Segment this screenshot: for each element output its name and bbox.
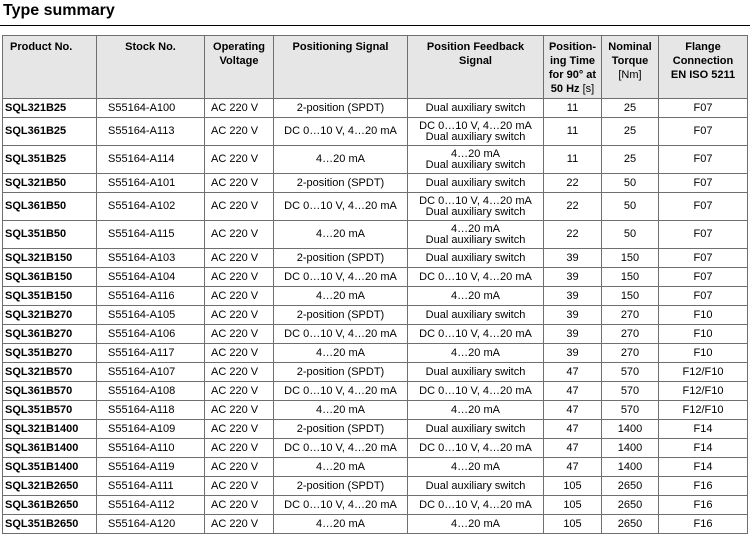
- positioning-time-cell: 47: [544, 458, 602, 477]
- stock-no-cell: S55164-A113: [97, 118, 205, 146]
- stock-no-cell: S55164-A118: [97, 401, 205, 420]
- nominal-torque-cell: 150: [602, 287, 659, 306]
- positioning-signal-cell: 4…20 mA: [274, 401, 408, 420]
- position-feedback-cell: [408, 287, 544, 306]
- positioning-time-cell: 47: [544, 382, 602, 401]
- positioning-signal-cell: 4…20 mA: [274, 515, 408, 534]
- stock-no-cell: S55164-A112: [97, 496, 205, 515]
- feedback-line: Dual auxiliary switch: [425, 479, 526, 492]
- operating-voltage-cell: AC 220 V: [205, 496, 274, 515]
- positioning-signal-cell: DC 0…10 V, 4…20 mA: [274, 382, 408, 401]
- product-no-cell: SQL321B150: [3, 249, 97, 268]
- nominal-torque-cell: 25: [602, 99, 659, 118]
- nominal-torque-cell: 2650: [602, 515, 659, 534]
- flange-connection-cell: F10: [659, 306, 748, 325]
- header-torque-line: Torque: [611, 55, 649, 67]
- position-feedback-cell: [408, 496, 544, 515]
- position-feedback-cell: [408, 99, 544, 118]
- feedback-line: Dual auxiliary switch: [425, 101, 526, 114]
- flange-connection-cell: F16: [659, 496, 748, 515]
- positioning-time-cell: 39: [544, 306, 602, 325]
- operating-voltage-cell: AC 220 V: [205, 99, 274, 118]
- operating-voltage-cell: AC 220 V: [205, 249, 274, 268]
- type-summary-table: [2, 35, 748, 534]
- positioning-time-cell: 105: [544, 515, 602, 534]
- position-feedback-cell: [408, 268, 544, 287]
- header-flange-line: Connection: [672, 55, 734, 67]
- position-feedback-cell: [408, 193, 544, 221]
- positioning-time-cell: 39: [544, 325, 602, 344]
- flange-connection-cell: F07: [659, 249, 748, 268]
- table-row: [3, 420, 748, 439]
- flange-connection-cell: F12/F10: [659, 401, 748, 420]
- feedback-line: DC 0…10 V, 4…20 mA: [419, 194, 532, 207]
- feedback-line: 4…20 mA: [451, 460, 500, 473]
- feedback-line: DC 0…10 V, 4…20 mA: [419, 119, 532, 132]
- nominal-torque-cell: 25: [602, 118, 659, 146]
- header-operating-voltage: [205, 36, 274, 99]
- table-row: [3, 515, 748, 534]
- feedback-line: DC 0…10 V, 4…20 mA: [419, 384, 532, 397]
- header-time-label: 50 Hz: [550, 83, 580, 95]
- product-no-cell: SQL361B1400: [3, 439, 97, 458]
- flange-connection-cell: F07: [659, 268, 748, 287]
- product-no-cell: SQL351B270: [3, 344, 97, 363]
- product-no-cell: SQL361B270: [3, 325, 97, 344]
- position-feedback-cell: [408, 174, 544, 193]
- operating-voltage-cell: AC 220 V: [205, 118, 274, 146]
- table-row: [3, 174, 748, 193]
- stock-no-cell: S55164-A102: [97, 193, 205, 221]
- positioning-signal-cell: 2-position (SPDT): [274, 174, 408, 193]
- feedback-line: 4…20 mA: [451, 289, 500, 302]
- nominal-torque-cell: 270: [602, 344, 659, 363]
- header-row: [3, 36, 748, 99]
- positioning-signal-cell: 2-position (SPDT): [274, 99, 408, 118]
- positioning-signal-cell: 2-position (SPDT): [274, 363, 408, 382]
- table-row: [3, 268, 748, 287]
- stock-no-cell: S55164-A105: [97, 306, 205, 325]
- flange-connection-cell: F14: [659, 439, 748, 458]
- position-feedback-cell: [408, 325, 544, 344]
- nominal-torque-cell: 150: [602, 268, 659, 287]
- feedback-line: Dual auxiliary switch: [425, 158, 526, 171]
- feedback-line: Dual auxiliary switch: [425, 365, 526, 378]
- product-no-cell: SQL351B50: [3, 221, 97, 249]
- header-flange-line: Flange: [685, 41, 721, 53]
- stock-no-cell: S55164-A106: [97, 325, 205, 344]
- flange-connection-cell: F07: [659, 287, 748, 306]
- feedback-line: Dual auxiliary switch: [425, 308, 526, 321]
- positioning-signal-cell: 4…20 mA: [274, 458, 408, 477]
- stock-no-cell: S55164-A103: [97, 249, 205, 268]
- table-row: [3, 118, 748, 146]
- product-no-cell: SQL351B25: [3, 146, 97, 174]
- product-no-cell: SQL321B1400: [3, 420, 97, 439]
- table-row: [3, 458, 748, 477]
- position-feedback-cell: [408, 249, 544, 268]
- feedback-line: 4…20 mA: [451, 346, 500, 359]
- position-feedback-cell: [408, 344, 544, 363]
- positioning-time-cell: 39: [544, 268, 602, 287]
- table-row: [3, 99, 748, 118]
- product-no-cell: SQL361B25: [3, 118, 97, 146]
- position-feedback-cell: [408, 363, 544, 382]
- stock-no-cell: S55164-A116: [97, 287, 205, 306]
- flange-connection-cell: F07: [659, 193, 748, 221]
- header-flange-connection: [659, 36, 748, 99]
- header-time-line: ing Time: [549, 55, 596, 67]
- feedback-line: 4…20 mA: [451, 403, 500, 416]
- flange-connection-cell: F16: [659, 477, 748, 496]
- page-title: Type summary: [3, 2, 115, 19]
- positioning-time-cell: 11: [544, 99, 602, 118]
- nominal-torque-cell: 1400: [602, 458, 659, 477]
- positioning-time-cell: 105: [544, 477, 602, 496]
- positioning-signal-cell: 4…20 mA: [274, 344, 408, 363]
- operating-voltage-cell: AC 220 V: [205, 420, 274, 439]
- stock-no-cell: S55164-A101: [97, 174, 205, 193]
- table-row: [3, 306, 748, 325]
- feedback-line: DC 0…10 V, 4…20 mA: [419, 498, 532, 511]
- positioning-signal-cell: DC 0…10 V, 4…20 mA: [274, 439, 408, 458]
- feedback-line: 4…20 mA: [451, 222, 500, 235]
- table-row: [3, 287, 748, 306]
- operating-voltage-cell: AC 220 V: [205, 477, 274, 496]
- product-no-cell: SQL321B570: [3, 363, 97, 382]
- positioning-signal-cell: 2-position (SPDT): [274, 420, 408, 439]
- nominal-torque-cell: 50: [602, 193, 659, 221]
- feedback-line: DC 0…10 V, 4…20 mA: [419, 327, 532, 340]
- stock-no-cell: S55164-A117: [97, 344, 205, 363]
- positioning-time-cell: 11: [544, 118, 602, 146]
- positioning-time-cell: 39: [544, 344, 602, 363]
- positioning-time-cell: 39: [544, 287, 602, 306]
- nominal-torque-cell: 270: [602, 325, 659, 344]
- feedback-line: 4…20 mA: [451, 147, 500, 160]
- flange-connection-cell: F12/F10: [659, 363, 748, 382]
- flange-connection-cell: F10: [659, 344, 748, 363]
- table-row: [3, 496, 748, 515]
- header-flange-line: EN ISO 5211: [670, 69, 736, 81]
- positioning-signal-cell: 4…20 mA: [274, 287, 408, 306]
- nominal-torque-cell: 1400: [602, 439, 659, 458]
- feedback-line: Dual auxiliary switch: [425, 251, 526, 264]
- positioning-signal-cell: 2-position (SPDT): [274, 249, 408, 268]
- stock-no-cell: S55164-A107: [97, 363, 205, 382]
- table-row: [3, 344, 748, 363]
- stock-no-cell: S55164-A109: [97, 420, 205, 439]
- nominal-torque-cell: 50: [602, 221, 659, 249]
- product-no-cell: SQL321B25: [3, 99, 97, 118]
- operating-voltage-cell: AC 220 V: [205, 363, 274, 382]
- nominal-torque-cell: 25: [602, 146, 659, 174]
- stock-no-cell: S55164-A110: [97, 439, 205, 458]
- header-positioning-time: [544, 36, 602, 99]
- positioning-signal-cell: DC 0…10 V, 4…20 mA: [274, 268, 408, 287]
- flange-connection-cell: F07: [659, 174, 748, 193]
- feedback-line: Dual auxiliary switch: [425, 130, 526, 143]
- positioning-time-cell: 105: [544, 496, 602, 515]
- operating-voltage-cell: AC 220 V: [205, 287, 274, 306]
- feedback-line: Dual auxiliary switch: [425, 205, 526, 218]
- positioning-signal-cell: DC 0…10 V, 4…20 mA: [274, 193, 408, 221]
- feedback-line: DC 0…10 V, 4…20 mA: [419, 441, 532, 454]
- table-row: [3, 325, 748, 344]
- position-feedback-cell: [408, 439, 544, 458]
- header-time-line: [546, 82, 599, 96]
- table-row: [3, 382, 748, 401]
- stock-no-cell: S55164-A114: [97, 146, 205, 174]
- product-no-cell: SQL361B50: [3, 193, 97, 221]
- header-nominal-torque: [602, 36, 659, 99]
- product-no-cell: SQL351B1400: [3, 458, 97, 477]
- product-no-cell: SQL351B570: [3, 401, 97, 420]
- position-feedback-cell: [408, 118, 544, 146]
- positioning-time-cell: 11: [544, 146, 602, 174]
- positioning-signal-cell: 4…20 mA: [274, 146, 408, 174]
- position-feedback-cell: [408, 401, 544, 420]
- positioning-time-cell: 39: [544, 249, 602, 268]
- nominal-torque-cell: 150: [602, 249, 659, 268]
- operating-voltage-cell: AC 220 V: [205, 325, 274, 344]
- operating-voltage-cell: AC 220 V: [205, 193, 274, 221]
- header-torque-line: Nominal: [608, 41, 652, 53]
- operating-voltage-cell: AC 220 V: [205, 401, 274, 420]
- table-row: [3, 363, 748, 382]
- nominal-torque-cell: 570: [602, 401, 659, 420]
- feedback-line: 4…20 mA: [451, 517, 500, 530]
- table-row: [3, 401, 748, 420]
- header-voltage-line: Voltage: [219, 55, 259, 67]
- positioning-time-cell: 47: [544, 401, 602, 420]
- positioning-time-cell: 47: [544, 439, 602, 458]
- header-positioning-signal: Positioning Signal: [274, 36, 408, 99]
- header-voltage-line: Operating: [213, 41, 265, 53]
- flange-connection-cell: F07: [659, 221, 748, 249]
- positioning-signal-cell: DC 0…10 V, 4…20 mA: [274, 496, 408, 515]
- operating-voltage-cell: AC 220 V: [205, 344, 274, 363]
- operating-voltage-cell: AC 220 V: [205, 146, 274, 174]
- table-row: [3, 439, 748, 458]
- product-no-cell: SQL361B2650: [3, 496, 97, 515]
- flange-connection-cell: F14: [659, 458, 748, 477]
- header-time-line: for 90° at: [548, 69, 597, 81]
- header-time-unit: [s]: [582, 83, 595, 95]
- position-feedback-cell: [408, 515, 544, 534]
- position-feedback-cell: [408, 221, 544, 249]
- operating-voltage-cell: AC 220 V: [205, 268, 274, 287]
- header-stock-no: Stock No.: [97, 36, 205, 99]
- positioning-signal-cell: 2-position (SPDT): [274, 306, 408, 325]
- feedback-line: Dual auxiliary switch: [425, 422, 526, 435]
- feedback-line: Dual auxiliary switch: [425, 233, 526, 246]
- feedback-line: DC 0…10 V, 4…20 mA: [419, 270, 532, 283]
- operating-voltage-cell: AC 220 V: [205, 174, 274, 193]
- positioning-signal-cell: 4…20 mA: [274, 221, 408, 249]
- stock-no-cell: S55164-A115: [97, 221, 205, 249]
- position-feedback-cell: [408, 146, 544, 174]
- header-feedback-line: Position Feedback: [426, 41, 525, 53]
- operating-voltage-cell: AC 220 V: [205, 306, 274, 325]
- operating-voltage-cell: AC 220 V: [205, 458, 274, 477]
- stock-no-cell: S55164-A119: [97, 458, 205, 477]
- flange-connection-cell: F16: [659, 515, 748, 534]
- positioning-time-cell: 22: [544, 193, 602, 221]
- nominal-torque-cell: 1400: [602, 420, 659, 439]
- table-row: [3, 146, 748, 174]
- position-feedback-cell: [408, 306, 544, 325]
- position-feedback-cell: [408, 477, 544, 496]
- product-no-cell: SQL361B150: [3, 268, 97, 287]
- stock-no-cell: S55164-A111: [97, 477, 205, 496]
- nominal-torque-cell: 2650: [602, 477, 659, 496]
- table-row: [3, 193, 748, 221]
- table-row: [3, 477, 748, 496]
- flange-connection-cell: F14: [659, 420, 748, 439]
- header-product-no: Product No.: [3, 36, 97, 99]
- title-underline: [0, 25, 750, 26]
- stock-no-cell: S55164-A104: [97, 268, 205, 287]
- product-no-cell: SQL351B150: [3, 287, 97, 306]
- position-feedback-cell: [408, 458, 544, 477]
- operating-voltage-cell: AC 220 V: [205, 515, 274, 534]
- positioning-time-cell: 47: [544, 363, 602, 382]
- position-feedback-cell: [408, 420, 544, 439]
- feedback-line: Dual auxiliary switch: [425, 176, 526, 189]
- table-row: [3, 221, 748, 249]
- flange-connection-cell: F07: [659, 146, 748, 174]
- product-no-cell: SQL321B50: [3, 174, 97, 193]
- stock-no-cell: S55164-A108: [97, 382, 205, 401]
- positioning-time-cell: 47: [544, 420, 602, 439]
- table-row: [3, 249, 748, 268]
- header-time-line: Position-: [548, 41, 597, 53]
- operating-voltage-cell: AC 220 V: [205, 439, 274, 458]
- positioning-signal-cell: DC 0…10 V, 4…20 mA: [274, 118, 408, 146]
- flange-connection-cell: F07: [659, 118, 748, 146]
- nominal-torque-cell: 2650: [602, 496, 659, 515]
- positioning-signal-cell: DC 0…10 V, 4…20 mA: [274, 325, 408, 344]
- flange-connection-cell: F07: [659, 99, 748, 118]
- stock-no-cell: S55164-A100: [97, 99, 205, 118]
- header-feedback-line: Signal: [458, 55, 492, 67]
- product-no-cell: SQL361B570: [3, 382, 97, 401]
- nominal-torque-cell: 50: [602, 174, 659, 193]
- nominal-torque-cell: 570: [602, 363, 659, 382]
- flange-connection-cell: F10: [659, 325, 748, 344]
- operating-voltage-cell: AC 220 V: [205, 382, 274, 401]
- product-no-cell: SQL351B2650: [3, 515, 97, 534]
- position-feedback-cell: [408, 382, 544, 401]
- nominal-torque-cell: 270: [602, 306, 659, 325]
- product-no-cell: SQL321B2650: [3, 477, 97, 496]
- positioning-time-cell: 22: [544, 221, 602, 249]
- flange-connection-cell: F12/F10: [659, 382, 748, 401]
- nominal-torque-cell: 570: [602, 382, 659, 401]
- positioning-time-cell: 22: [544, 174, 602, 193]
- stock-no-cell: S55164-A120: [97, 515, 205, 534]
- header-position-feedback: [408, 36, 544, 99]
- header-torque-unit: [Nm]: [618, 69, 642, 81]
- product-no-cell: SQL321B270: [3, 306, 97, 325]
- operating-voltage-cell: AC 220 V: [205, 221, 274, 249]
- positioning-signal-cell: 2-position (SPDT): [274, 477, 408, 496]
